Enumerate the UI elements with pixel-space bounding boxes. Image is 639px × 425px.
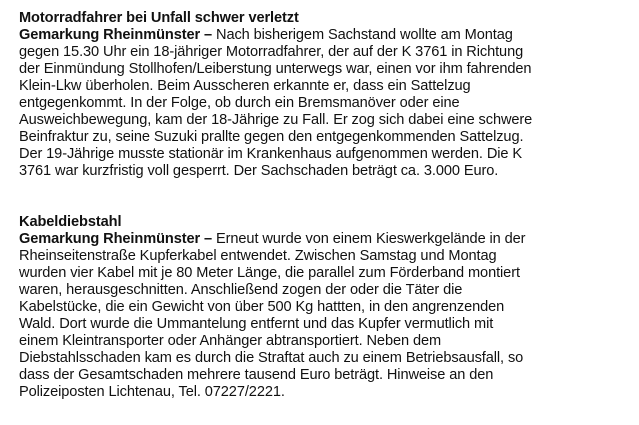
article-text-line: Der 19-Jährige musste stationär im Krankenhaus aufgenommen werden. Die K xyxy=(19,146,523,162)
article-first-line xyxy=(19,231,525,248)
article-text-line: entgegenkommt. In der Folge, ob durch ein Bremsmanöver oder eine xyxy=(19,95,460,111)
article-text-line: wurden vier Kabel mit je 80 Meter Länge, die parallel zum Förderband montiert xyxy=(19,265,520,281)
article-text-line: gegen 15.30 Uhr ein 18-jähriger Motorradfahrer, der auf der K 3761 in Richtung xyxy=(19,44,524,60)
article-location: Gemarkung Rheinmünster – xyxy=(19,231,213,247)
article-text-line: waren, herausgeschnitten. Anschließend zogen der oder die Täter die xyxy=(19,282,463,298)
article-text-line: Polizeiposten Lichtenau, Tel. 07227/2221. xyxy=(19,384,285,400)
article-text-line: einem Kleintransporter oder Anhänger abtransportiert. Neben dem xyxy=(19,333,442,349)
article-text-line: 3761 war kurzfristig voll gesperrt. Der Sachschaden beträgt ca. 3.000 Euro. xyxy=(19,163,499,179)
article-text-line: Wald. Dort wurde die Ummantelung entfernt und das Kupfer vermutlich mit xyxy=(19,316,494,332)
article-headline: Motorradfahrer bei Unfall schwer verletzt xyxy=(19,10,299,26)
article-text-line: dass der Gesamtschaden mehrere tausend Euro beträgt. Hinweise an den xyxy=(19,367,494,383)
article-text-line: der Einmündung Stollhofen/Leiberstung unterwegs war, einen vor ihm fahrenden xyxy=(19,61,532,77)
article-text-line: Beinfraktur zu, seine Suzuki prallte gegen den entgegenkommenden Sattelzug. xyxy=(19,129,524,145)
article-text-line: Nach bisherigem Sachstand wollte am Montag xyxy=(212,27,513,43)
article-text-line: Erneut wurde von einem Kieswerkgelände in der xyxy=(212,231,526,247)
article-text-line: Rheinseitenstraße Kupferkabel entwendet. Zwischen Samstag und Montag xyxy=(19,248,497,264)
article-location: Gemarkung Rheinmünster – xyxy=(19,27,213,43)
article-first-line xyxy=(19,27,513,44)
article-text-line: Kabelstücke, die ein Gewicht von über 500 Kg hattten, in den angrenzenden xyxy=(19,299,505,315)
article-text-line: Ausweichbewegung, kam der 18-Jährige zu Fall. Er zog sich dabei eine schwere xyxy=(19,112,533,128)
article-headline: Kabeldiebstahl xyxy=(19,214,122,230)
article-text-line: Diebstahlsschaden kam es durch die Straftat auch zu einem Betriebsausfall, so xyxy=(19,350,524,366)
article-text-line: Klein-Lkw überholen. Beim Ausscheren erkannte er, dass ein Sattelzug xyxy=(19,78,471,94)
